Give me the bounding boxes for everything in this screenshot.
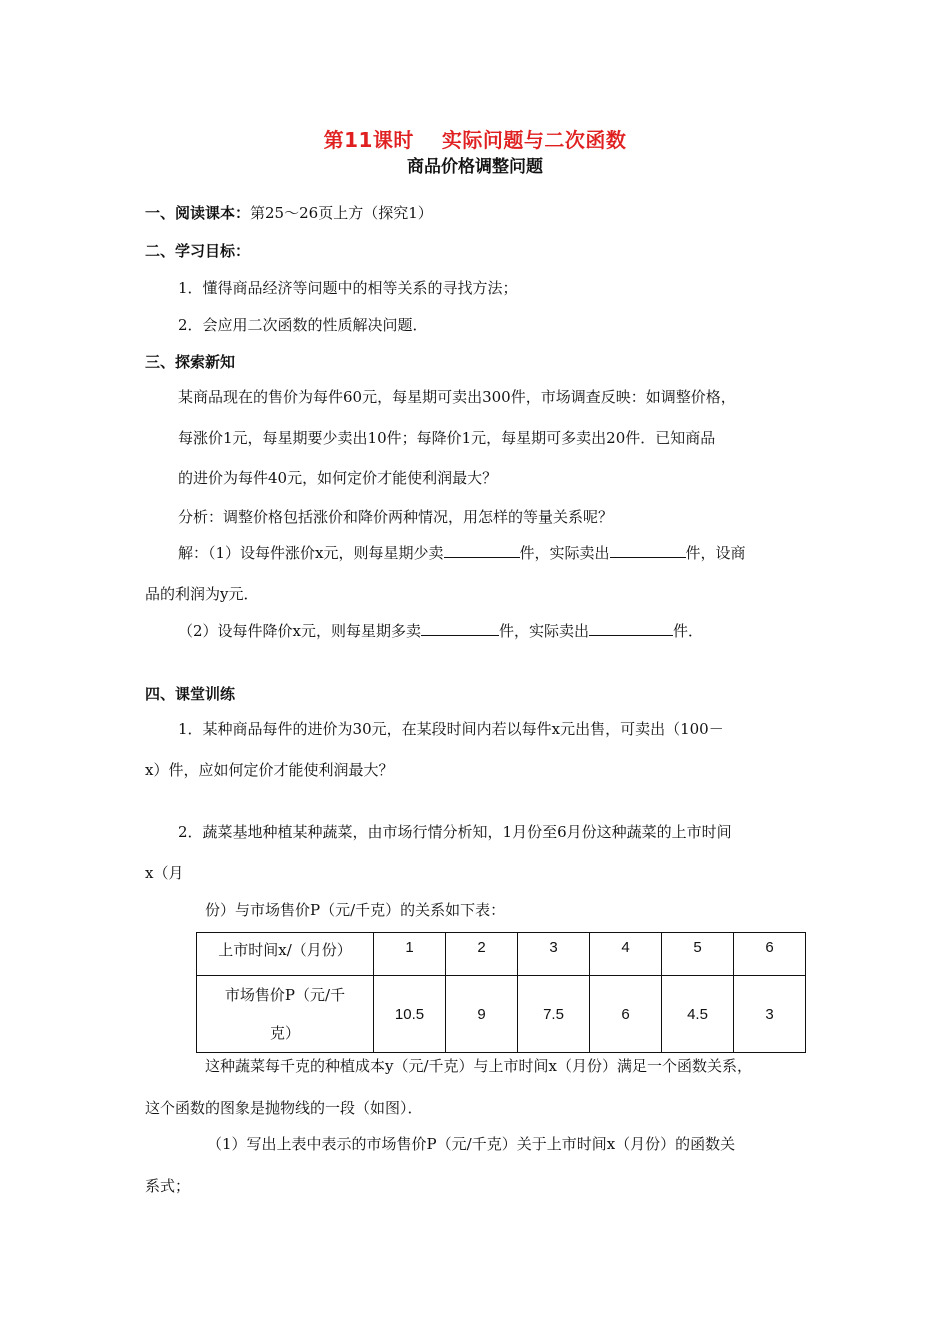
section-explore-heading: 三、探索新知 — [145, 353, 236, 371]
table-label-line: 市场售价P（元/千 — [224, 986, 346, 1004]
question-line: 1．某种商品每件的进价为30元，在某段时间内若以每件x元出售，可卖出（100－ — [178, 720, 724, 738]
solution-part1 — [178, 542, 746, 563]
section-reading — [145, 202, 433, 223]
table-cell: 3 — [734, 976, 806, 1053]
solution-part2-text: 件，实际卖出 — [499, 622, 590, 640]
subquestion-line: （1）写出上表中表示的市场售价P（元/千克）关于上市时间x（月份）的函数关 — [207, 1135, 736, 1153]
goal-item: 2．会应用二次函数的性质解决问题． — [178, 316, 428, 334]
question-line: 2．蔬菜基地种植某种蔬菜，由市场行情分析知，1月份至6月份这种蔬菜的上市时间 — [178, 823, 732, 841]
paragraph-line: 这种蔬菜每千克的种植成本y（元/千克）与上市时间x（月份）满足一个函数关系， — [205, 1057, 752, 1075]
lesson-topic: 实际问题与二次函数 — [441, 128, 627, 152]
table-cell: 6 — [590, 976, 662, 1053]
table-header-cell — [197, 976, 374, 1053]
section-reading-heading: 一、阅读课本： — [145, 204, 251, 222]
table-label-line: 克） — [269, 1024, 300, 1042]
table-row — [197, 933, 806, 976]
problem-line: 每涨价1元，每星期要少卖出10件；每降价1元，每星期可多卖出20件．已知商品 — [178, 429, 716, 447]
solution-part1-text: 件，设商 — [685, 544, 746, 562]
section-reading-text: 第25～26页上方（探究1） — [250, 204, 433, 222]
table-cell: 4.5 — [662, 976, 734, 1053]
table-row — [197, 976, 806, 1053]
analysis-text: 分析：调整价格包括涨价和降价两种情况，用怎样的等量关系呢？ — [178, 508, 614, 526]
solution-part1-text: 件，实际卖出 — [519, 544, 610, 562]
question-line: 份）与市场售价P（元/千克）的关系如下表： — [205, 901, 506, 919]
table-cell: 3 — [518, 933, 590, 976]
question-line: x（月 — [145, 864, 184, 882]
solution-part2 — [178, 620, 703, 641]
lesson-title — [0, 124, 950, 153]
answer-blank[interactable] — [589, 620, 673, 636]
answer-blank[interactable] — [421, 620, 499, 636]
table-cell: 4 — [590, 933, 662, 976]
table-cell: 10.5 — [374, 976, 446, 1053]
table-cell: 1 — [374, 933, 446, 976]
table-cell: 5 — [662, 933, 734, 976]
paragraph-line: 这个函数的图象是抛物线的一段（如图）． — [145, 1099, 423, 1117]
lesson-number: 第11课时 — [323, 128, 414, 152]
table-header-cell: 上市时间x/（月份） — [197, 933, 374, 976]
question-line: x）件，应如何定价才能使利润最大？ — [145, 761, 394, 779]
answer-blank[interactable] — [444, 542, 520, 558]
solution-part1-cont: 品的利润为y元． — [145, 585, 259, 603]
answer-blank[interactable] — [610, 542, 686, 558]
table-cell: 9 — [446, 976, 518, 1053]
solution-part2-text: 件． — [673, 622, 704, 640]
problem-line: 的进价为每件40元，如何定价才能使利润最大？ — [178, 469, 498, 487]
section-practice-heading: 四、课堂训练 — [145, 685, 236, 703]
problem-line: 某商品现在的售价为每件60元，每星期可卖出300件，市场调查反映：如调整价格， — [178, 388, 736, 406]
price-table — [196, 932, 806, 1053]
table-cell: 7.5 — [518, 976, 590, 1053]
subquestion-line: 系式； — [145, 1177, 191, 1195]
solution-part2-text: （2）设每件降价x元，则每星期多卖 — [178, 622, 422, 640]
solution-part1-text: 解：（1）设每件涨价x元，则每星期少卖 — [178, 544, 444, 562]
section-goals-heading: 二、学习目标： — [145, 242, 251, 260]
lesson-subtitle: 商品价格调整问题 — [407, 157, 543, 177]
table-cell: 6 — [734, 933, 806, 976]
goal-item: 1．懂得商品经济等问题中的相等关系的寻找方法； — [178, 279, 518, 297]
table-cell: 2 — [446, 933, 518, 976]
